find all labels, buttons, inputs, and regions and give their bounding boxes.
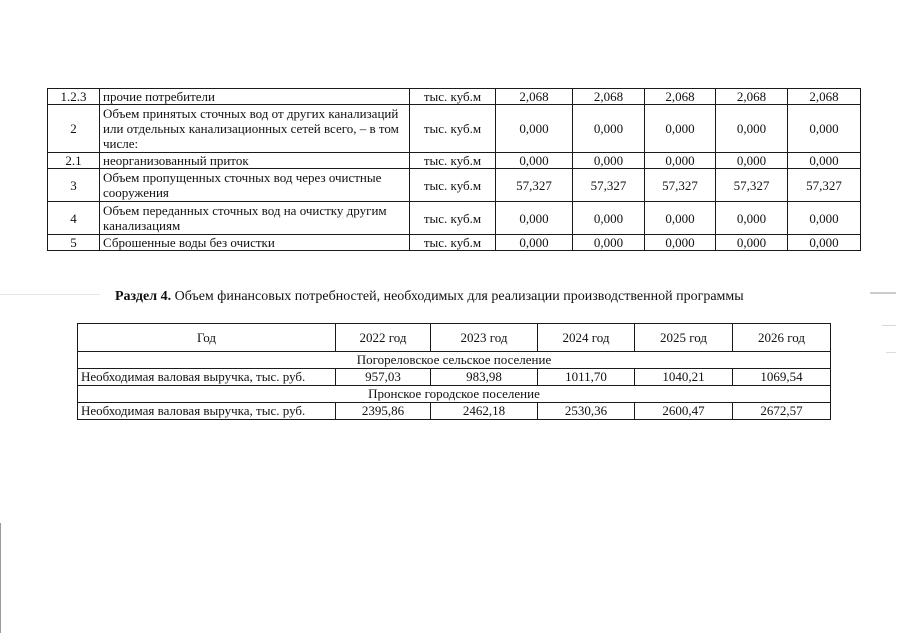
table-row <box>78 369 831 386</box>
column-header: 2024 год <box>538 324 635 352</box>
table-row <box>48 105 861 153</box>
row-number: 2.1 <box>48 153 100 169</box>
value-cell: 0,000 <box>645 105 716 153</box>
value-cell: 2,068 <box>645 89 716 105</box>
value-cell: 0,000 <box>645 153 716 169</box>
row-label: Объем принятых сточных вод от других канализаций или отдельных канализационных сетей всего, – в том числе: <box>100 105 410 153</box>
value-cell: 0,000 <box>496 202 573 235</box>
column-header: 2023 год <box>431 324 538 352</box>
group-row <box>78 352 831 369</box>
value-cell: 57,327 <box>645 169 716 202</box>
section-heading <box>115 289 744 305</box>
value-cell: 957,03 <box>336 369 431 386</box>
scan-artifact <box>886 352 896 353</box>
value-cell: 0,000 <box>788 105 861 153</box>
value-cell: 2530,36 <box>538 403 635 420</box>
row-unit: тыс. куб.м <box>410 169 496 202</box>
value-cell: 57,327 <box>788 169 861 202</box>
row-unit: тыс. куб.м <box>410 153 496 169</box>
row-number: 4 <box>48 202 100 235</box>
value-cell: 1011,70 <box>538 369 635 386</box>
value-cell: 2672,57 <box>733 403 831 420</box>
column-header: 2022 год <box>336 324 431 352</box>
group-name: Пронское городское поселение <box>78 386 831 403</box>
table-row <box>48 153 861 169</box>
column-header: 2026 год <box>733 324 831 352</box>
table-row <box>48 89 861 105</box>
value-cell: 0,000 <box>716 153 788 169</box>
row-label: Объем пропущенных сточных вод через очистные сооружения <box>100 169 410 202</box>
table-row <box>48 169 861 202</box>
value-cell: 0,000 <box>496 153 573 169</box>
value-cell: 0,000 <box>788 235 861 251</box>
value-cell: 57,327 <box>496 169 573 202</box>
value-cell: 0,000 <box>645 235 716 251</box>
group-name: Погореловское сельское поселение <box>78 352 831 369</box>
value-cell: 983,98 <box>431 369 538 386</box>
section-title: Объем финансовых потребностей, необходимых для реализации производственной программы <box>174 289 744 304</box>
value-cell: 2395,86 <box>336 403 431 420</box>
row-number: 3 <box>48 169 100 202</box>
scan-artifact <box>882 325 896 326</box>
value-cell: 2462,18 <box>431 403 538 420</box>
scan-artifact <box>870 292 896 294</box>
group-row <box>78 386 831 403</box>
value-cell: 2,068 <box>573 89 645 105</box>
row-unit: тыс. куб.м <box>410 105 496 153</box>
row-number: 2 <box>48 105 100 153</box>
wastewater-table <box>47 88 861 251</box>
row-label: Сброшенные воды без очистки <box>100 235 410 251</box>
value-cell: 0,000 <box>788 202 861 235</box>
table-row <box>48 235 861 251</box>
value-cell: 2,068 <box>496 89 573 105</box>
value-cell: 0,000 <box>573 235 645 251</box>
scan-artifact <box>0 523 1 633</box>
column-header: 2025 год <box>635 324 733 352</box>
row-label: прочие потребители <box>100 89 410 105</box>
value-cell: 1040,21 <box>635 369 733 386</box>
row-unit: тыс. куб.м <box>410 202 496 235</box>
value-cell: 0,000 <box>573 153 645 169</box>
value-cell: 0,000 <box>645 202 716 235</box>
row-label: неорганизованный приток <box>100 153 410 169</box>
row-unit: тыс. куб.м <box>410 235 496 251</box>
value-cell: 0,000 <box>496 105 573 153</box>
row-unit: тыс. куб.м <box>410 89 496 105</box>
row-number: 5 <box>48 235 100 251</box>
row-label: Необходимая валовая выручка, тыс. руб. <box>78 403 336 420</box>
value-cell: 0,000 <box>573 105 645 153</box>
table-row <box>78 403 831 420</box>
section-number: Раздел 4. <box>115 289 172 304</box>
value-cell: 0,000 <box>573 202 645 235</box>
scan-artifact <box>0 294 100 295</box>
value-cell: 0,000 <box>716 202 788 235</box>
value-cell: 2,068 <box>716 89 788 105</box>
column-header: Год <box>78 324 336 352</box>
value-cell: 0,000 <box>716 235 788 251</box>
value-cell: 0,000 <box>496 235 573 251</box>
header-row <box>78 324 831 352</box>
row-label: Объем переданных сточных вод на очистку другим канализациям <box>100 202 410 235</box>
value-cell: 2600,47 <box>635 403 733 420</box>
value-cell: 0,000 <box>716 105 788 153</box>
value-cell: 0,000 <box>788 153 861 169</box>
value-cell: 2,068 <box>788 89 861 105</box>
value-cell: 57,327 <box>573 169 645 202</box>
table-row <box>48 202 861 235</box>
value-cell: 1069,54 <box>733 369 831 386</box>
financial-needs-table <box>77 323 831 420</box>
value-cell: 57,327 <box>716 169 788 202</box>
row-number: 1.2.3 <box>48 89 100 105</box>
row-label: Необходимая валовая выручка, тыс. руб. <box>78 369 336 386</box>
